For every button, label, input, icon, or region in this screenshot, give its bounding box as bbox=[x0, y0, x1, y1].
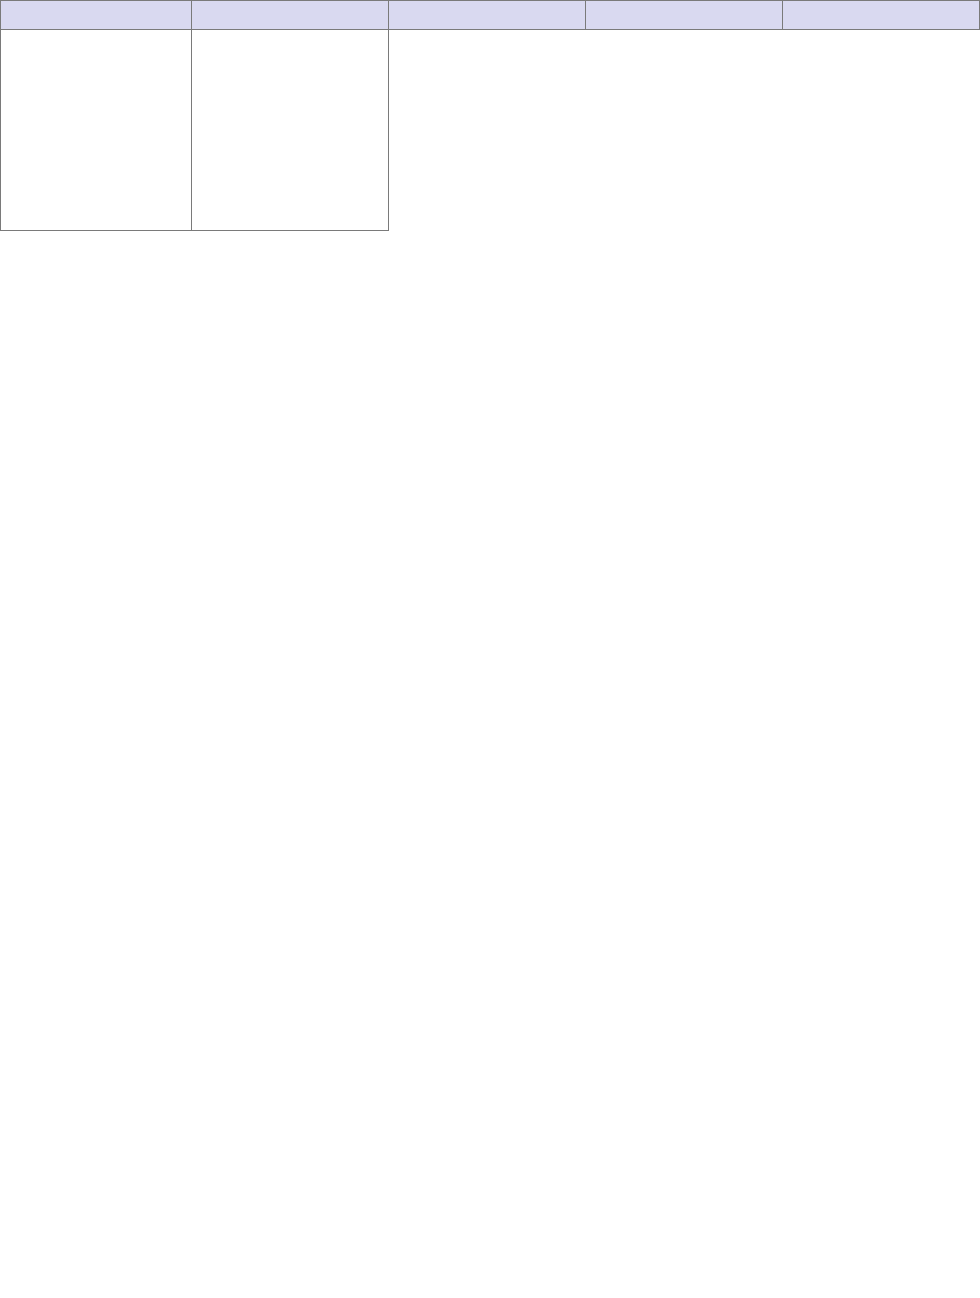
header-row bbox=[1, 1, 980, 30]
spec-table-1 bbox=[0, 0, 980, 231]
scheme-number bbox=[586, 1, 783, 30]
scheme-label bbox=[1, 30, 192, 231]
header-label bbox=[1, 1, 192, 30]
diagram-row bbox=[1, 30, 980, 231]
scheme-number bbox=[783, 1, 980, 30]
scheme-number bbox=[192, 1, 389, 30]
scheme-diagram-cell bbox=[192, 30, 389, 231]
scheme-number bbox=[389, 1, 586, 30]
